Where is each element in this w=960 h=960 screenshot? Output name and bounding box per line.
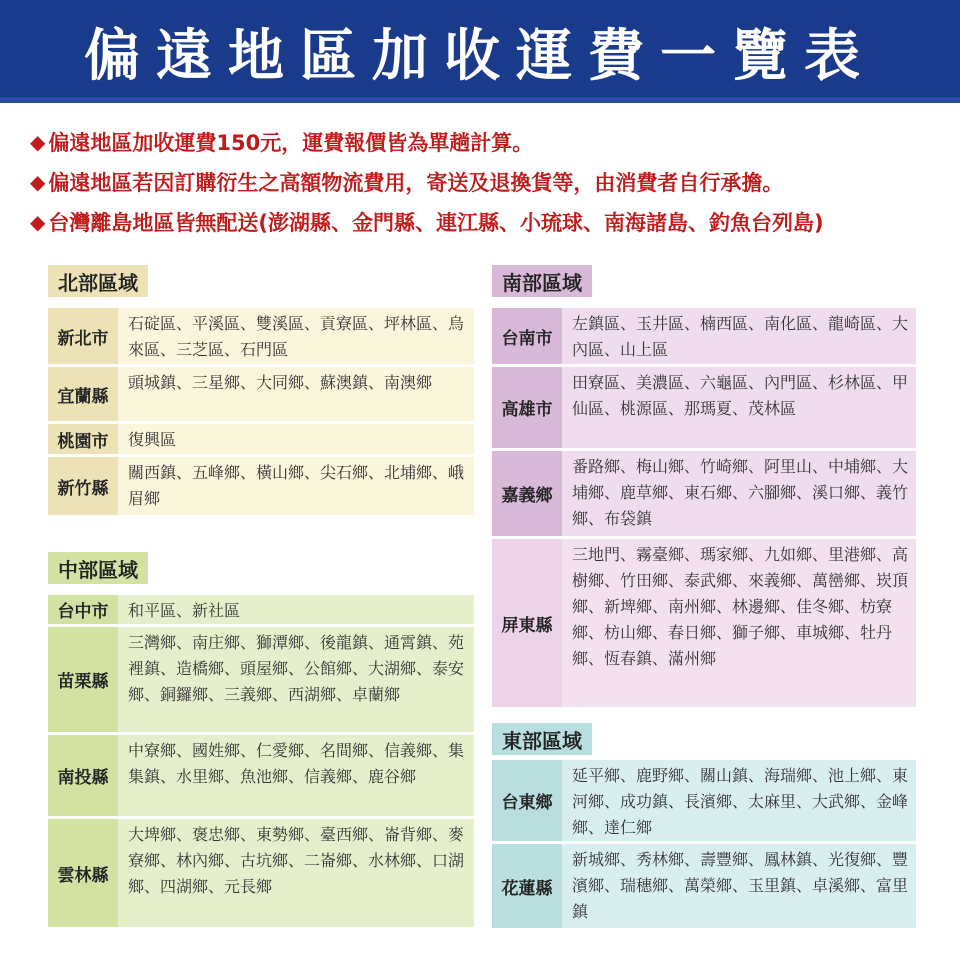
note-text: 偏遠地區加收運費150元，運費報價皆為單趟計算。: [48, 131, 534, 155]
city-name: 雲林縣: [48, 819, 118, 927]
city-name: 台東鄉: [492, 760, 562, 841]
town-list: 三地門、霧臺鄉、瑪家鄉、九如鄉、里港鄉、高樹鄉、竹田鄉、泰武鄉、來義鄉、萬巒鄉、崁頂鄉、新埤鄉、南州鄉、林邊鄉、佳冬鄉、枋寮鄉、枋山鄉、春日鄉、獅子鄉、車城鄉、牡丹鄉、恆春鎮、滿州鄉: [562, 539, 916, 707]
city-name: 新竹縣: [48, 457, 118, 515]
south-region-title: 南部區域: [492, 265, 592, 297]
diamond-icon: ◆: [30, 130, 46, 154]
table-row: [492, 451, 916, 539]
city-name: 苗栗縣: [48, 627, 118, 732]
city-name: 台中市: [48, 595, 118, 624]
east-region-title: 東部區域: [492, 723, 592, 755]
town-list: 田寮區、美濃區、六龜區、內門區、杉林區、甲仙區、桃源區、那瑪夏、茂林區: [562, 367, 916, 448]
table-row: [48, 457, 474, 515]
note-text: 台灣離島地區皆無配送(澎湖縣、金門縣、連江縣、小琉球、南海諸島、釣魚台列島): [48, 211, 824, 235]
city-name: 新北市: [48, 308, 118, 364]
table-row: [48, 819, 474, 927]
table-row: [492, 844, 916, 928]
east-region-table: [492, 760, 916, 928]
north-region-title: 北部區域: [48, 265, 148, 297]
page-title: 偏遠地區加收運費一覽表: [84, 23, 876, 89]
town-list: 石碇區、平溪區、雙溪區、貢寮區、坪林區、烏來區、三芝區、石門區: [118, 308, 474, 364]
note-item: [30, 122, 950, 162]
city-name: 台南市: [492, 308, 562, 364]
table-row: [48, 308, 474, 367]
city-name: 宜蘭縣: [48, 367, 118, 421]
central-region-table: [48, 595, 474, 927]
table-row: [492, 760, 916, 844]
town-list: 新城鄉、秀林鄉、壽豐鄉、鳳林鎮、光復鄉、豐濱鄉、瑞穗鄉、萬榮鄉、玉里鎮、卓溪鄉、富里鎮: [562, 844, 916, 928]
town-list: 大埤鄉、褒忠鄉、東勢鄉、臺西鄉、崙背鄉、麥寮鄉、林內鄉、古坑鄉、二崙鄉、水林鄉、口湖鄉、四湖鄉、元長鄉: [118, 819, 474, 927]
note-item: [30, 202, 950, 242]
table-row: [492, 367, 916, 451]
table-row: [492, 539, 916, 707]
table-row: [48, 627, 474, 735]
table-row: [48, 424, 474, 457]
note-text: 偏遠地區若因訂購衍生之高額物流費用，寄送及退換貨等，由消費者自行承擔。: [48, 171, 784, 195]
city-name: 嘉義鄉: [492, 451, 562, 536]
town-list: 左鎮區、玉井區、楠西區、南化區、龍崎區、大內區、山上區: [562, 308, 916, 364]
notes-list: [30, 122, 950, 242]
note-item: [30, 162, 950, 202]
central-region-title: 中部區域: [48, 552, 148, 584]
diamond-icon: ◆: [30, 210, 46, 234]
city-name: 花蓮縣: [492, 844, 562, 928]
city-name: 南投縣: [48, 735, 118, 816]
table-row: [48, 367, 474, 424]
town-list: 頭城鎮、三星鄉、大同鄉、蘇澳鎮、南澳鄉: [118, 367, 474, 421]
city-name: 屏東縣: [492, 539, 562, 707]
title-banner: [0, 0, 960, 103]
table-row: [48, 595, 474, 627]
city-name: 高雄市: [492, 367, 562, 448]
town-list: 關西鎮、五峰鄉、橫山鄉、尖石鄉、北埔鄉、峨眉鄉: [118, 457, 474, 515]
town-list: 復興區: [118, 424, 474, 454]
town-list: 中寮鄉、國姓鄉、仁愛鄉、名間鄉、信義鄉、集集鎮、水里鄉、魚池鄉、信義鄉、鹿谷鄉: [118, 735, 474, 816]
table-row: [492, 308, 916, 367]
diamond-icon: ◆: [30, 170, 46, 194]
city-name: 桃園市: [48, 424, 118, 454]
town-list: 番路鄉、梅山鄉、竹崎鄉、阿里山、中埔鄉、大埔鄉、鹿草鄉、東石鄉、六腳鄉、溪口鄉、義竹鄉、布袋鎮: [562, 451, 916, 536]
town-list: 和平區、新社區: [118, 595, 474, 624]
town-list: 三灣鄉、南庄鄉、獅潭鄉、後龍鎮、通霄鎮、苑裡鎮、造橋鄉、頭屋鄉、公館鄉、大湖鄉、泰安鄉、銅鑼鄉、三義鄉、西湖鄉、卓蘭鄉: [118, 627, 474, 732]
south-region-table: [492, 308, 916, 707]
table-row: [48, 735, 474, 819]
north-region-table: [48, 308, 474, 515]
town-list: 延平鄉、鹿野鄉、關山鎮、海瑞鄉、池上鄉、東河鄉、成功鎮、長濱鄉、太麻里、大武鄉、金峰鄉、達仁鄉: [562, 760, 916, 841]
